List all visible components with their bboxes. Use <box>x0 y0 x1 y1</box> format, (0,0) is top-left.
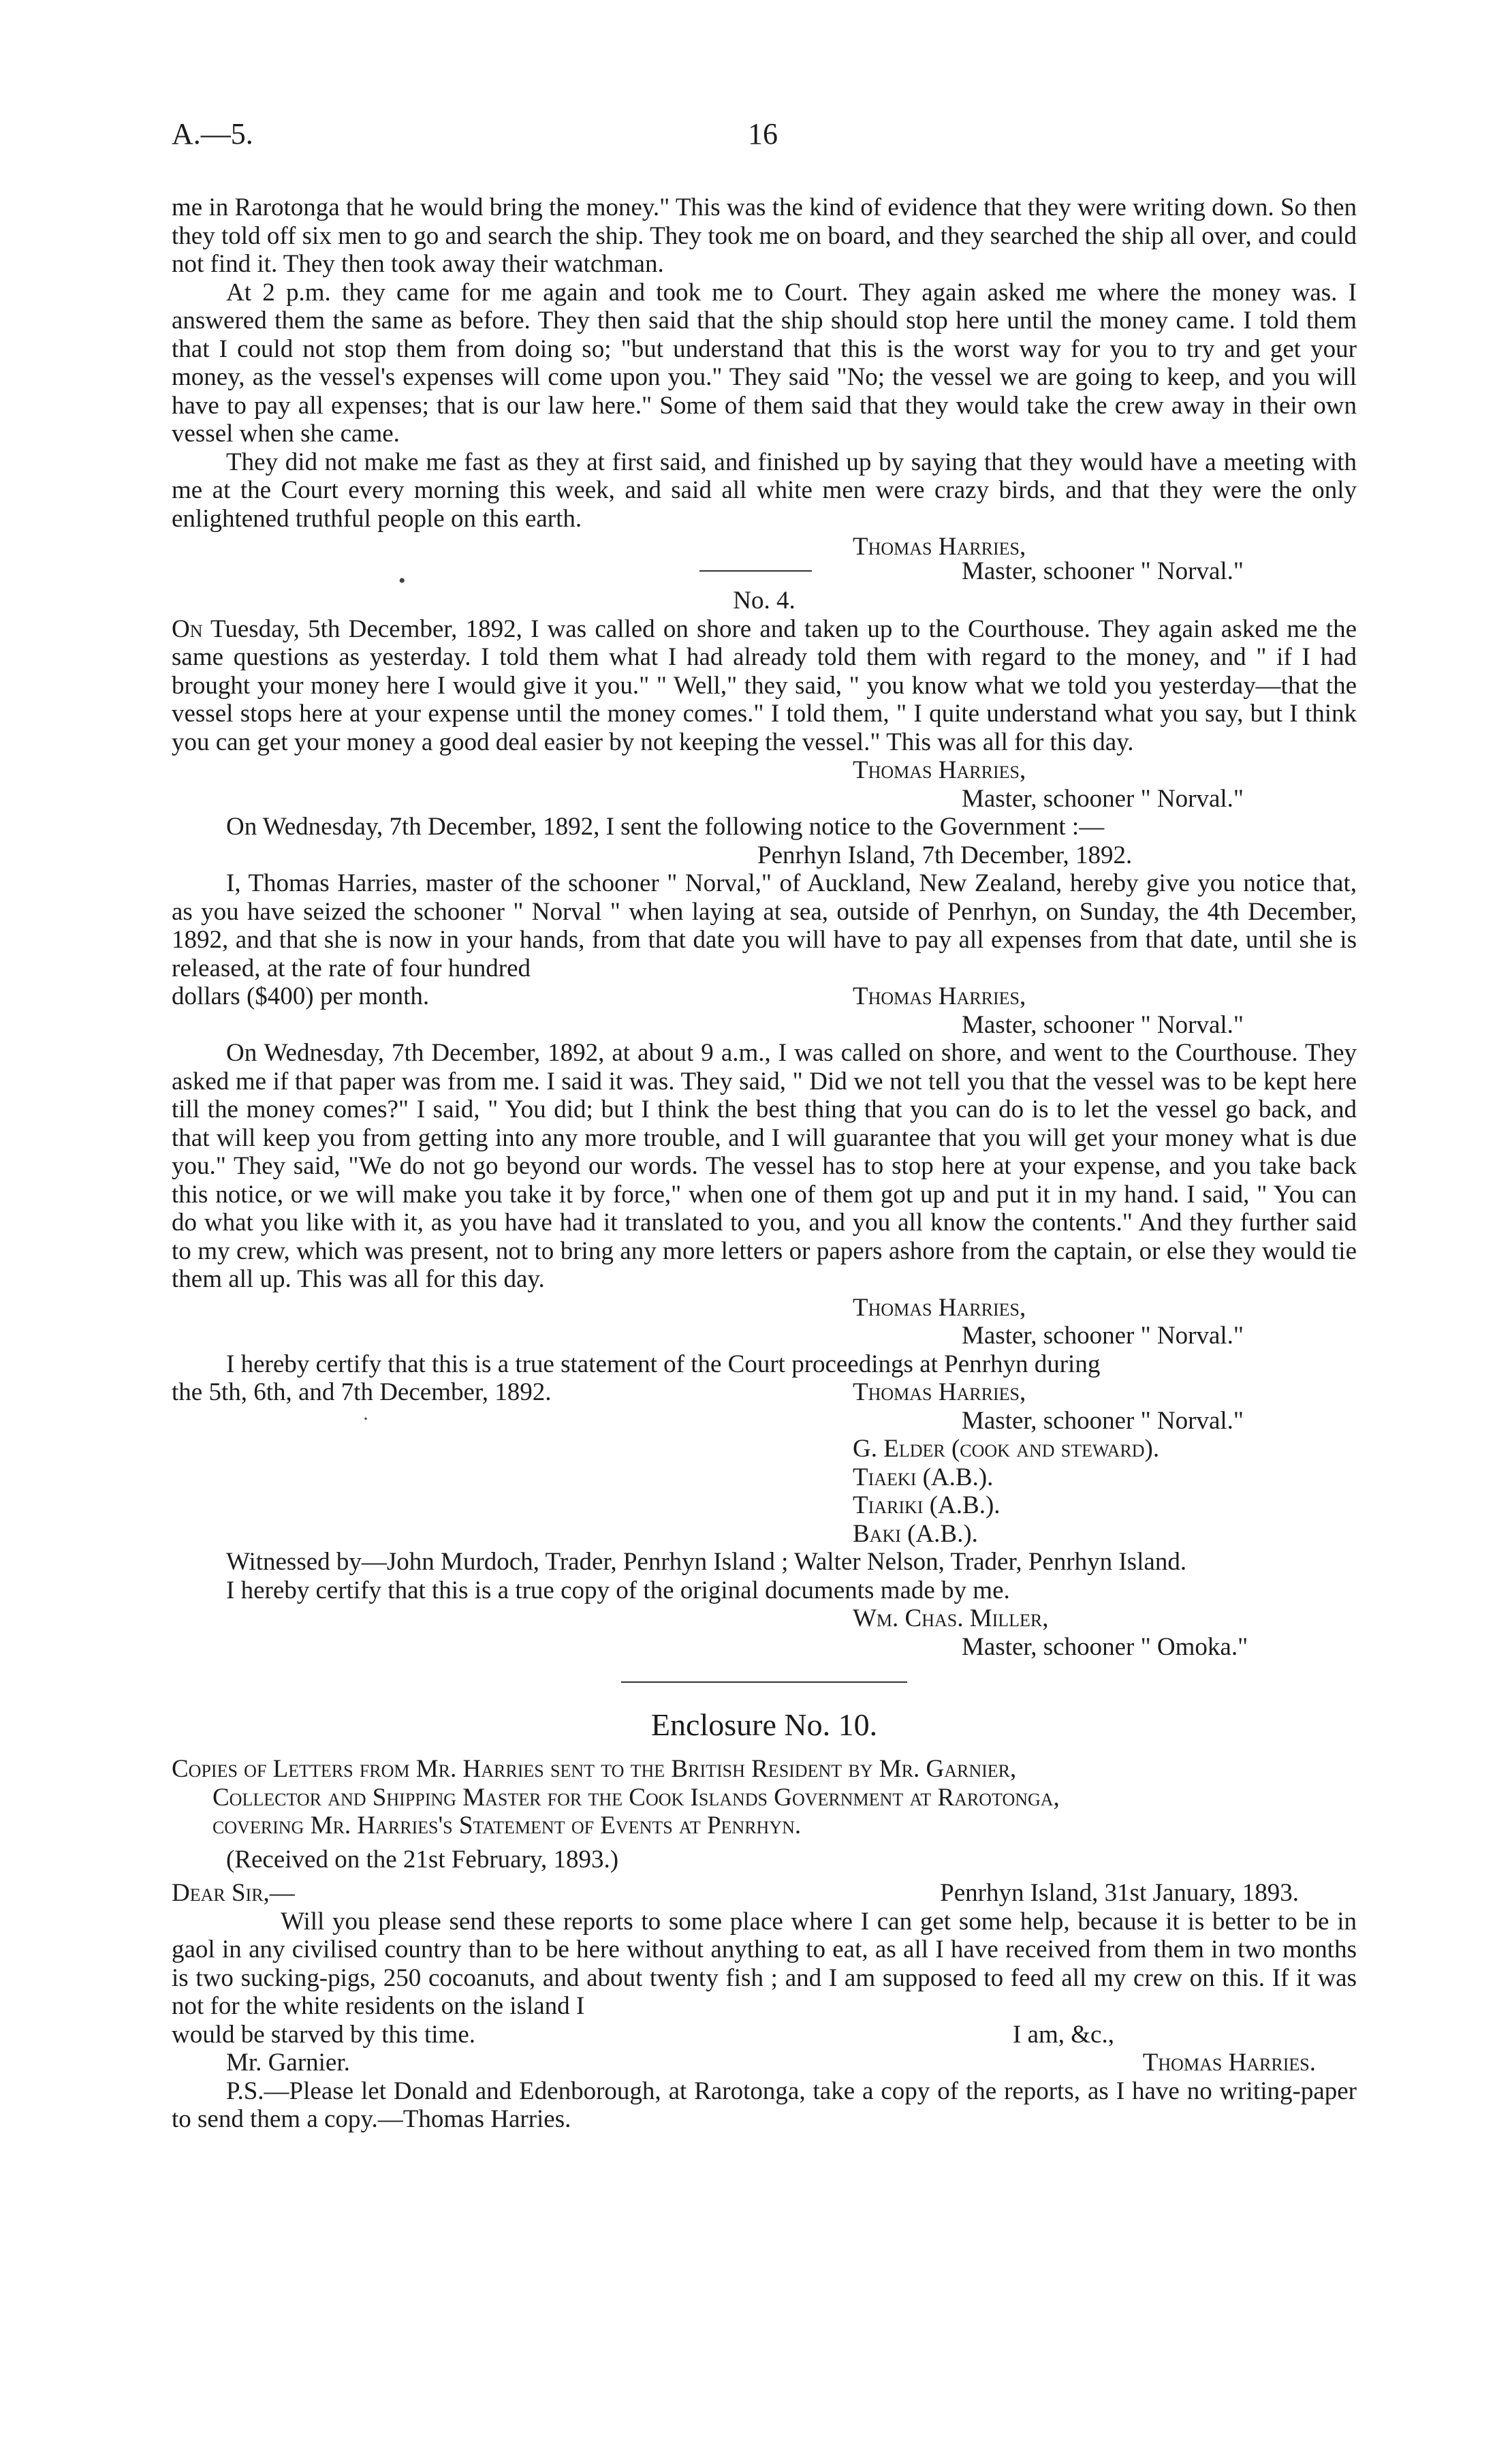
signature-name: Thomas Harries, <box>853 982 1026 1010</box>
signature-name: Wm. Chas. Miller, <box>853 1604 1049 1632</box>
notice-closing <box>172 982 1357 1011</box>
document-reference: A.—5. <box>172 117 253 151</box>
page-number: 16 <box>748 117 778 151</box>
letter-closing: I am, &c., <box>1013 2020 1114 2049</box>
addressee: Mr. Garnier. <box>226 2049 350 2077</box>
signature-name: Thomas Harries, <box>853 756 1026 784</box>
paragraph: On Wednesday, 7th December, 1892, I sent the following notice to the Government :— <box>226 813 1105 841</box>
certification: I hereby certify that this is a true statement of the Court proceedings at Penrhyn during <box>226 1350 1101 1378</box>
salutation: Dear Sir,— <box>172 1879 295 1907</box>
letter-closing-row <box>172 2021 1357 2049</box>
paragraph: me in Rarotonga that he would bring the money." This was the kind of evidence that they were writing down. So then they told off six men to go and search the ship. They took me on board, and they searched the ship all over, and could not find it. They then took away their watchman. <box>172 193 1357 278</box>
postscript: P.S.—Please let Donald and Edenborough, at Rarotonga, take a copy of the reports, as I have no writing-paper to send them a copy.—Thomas Harries. <box>172 2077 1357 2133</box>
letter-header <box>172 1879 1357 1908</box>
enclosure-caption: Copies of Letters from Mr. Harries sent to the British Resident by Mr. Garnier, <box>172 1755 1017 1783</box>
section-heading: No. 4. <box>733 587 796 615</box>
signature-title: Master, schooner " Omoka." <box>962 1632 1248 1661</box>
divider <box>699 570 812 572</box>
section-divider <box>621 1681 907 1683</box>
signature-title: Master, schooner " Norval." <box>962 1322 1244 1350</box>
signature-name: Thomas Harries, <box>853 533 1026 561</box>
enclosure-caption: Collector and Shipping Master for the Cook Islands Government at Rarotonga, <box>212 1783 1060 1812</box>
copy-certification: I hereby certify that this is a true copy of the original documents made by me. <box>226 1576 1010 1604</box>
witness-line: Witnessed by—John Murdoch, Trader, Penrhyn Island ; Walter Nelson, Trader, Penrhyn Island. <box>226 1548 1187 1576</box>
received-note: (Received on the 21st February, 1893.) <box>226 1845 619 1874</box>
crew-signature: Tiaeki (A.B.). <box>853 1463 994 1491</box>
paragraph-body: Tuesday, 5th December, 1892, I was called on shore and taken up to the Courthouse. They again asked me the same questions as yesterday. I told them what I had already told them with regard to the money, and " if I had brought your money here I would give it you." " Well," they said, " you know what we told you yesterday—that the vessel stops here at your expense until the money comes." I told them, " I quite understand what you say, but I think you can get your money a good deal easier by not keeping the vessel." This was all for this day. <box>172 615 1357 756</box>
paragraph: At 2 p.m. they came for me again and took me to Court. They again asked me where the money was. I answered them the same as before. They then said that the ship should stop here until the money came. I told them that I could not stop them from doing so; "but understand that this is the worst way for you to try and get your money, as the vessel's expenses will come upon you." They said "No; the vessel we are going to keep, and you will have to pay all expenses; that is our law here." Some of them said that they would take the crew away in their own vessel when she came. <box>172 278 1357 448</box>
enclosure-title: Enclosure No. 10. <box>650 1707 878 1742</box>
notice-dateline: Penrhyn Island, 7th December, 1892. <box>757 841 1133 869</box>
notice-last-line: dollars ($400) per month. <box>172 982 430 1010</box>
crew-signature: G. Elder (cook and steward). <box>853 1435 1160 1463</box>
lead-word: On <box>172 615 203 643</box>
paragraph <box>172 615 1357 757</box>
main-text <box>172 193 1357 2134</box>
crew-signature: Baki (A.B.). <box>853 1519 978 1548</box>
paragraph: They did not make me fast as they at first said, and finished up by saying that they would have a meeting with me at the Court every morning this week, and said all white men were crazy birds, and that they were the only enlightened truthful people on this earth. <box>172 448 1357 533</box>
letter-body: Will you please send these reports to some place where I can get some help, because it is better to be in gaol in any civilised country than to be here without anything to eat, as all I have received from them in two months is two sucking-pigs, 250 cocoanuts, and about twenty fish ; and I am supposed to feed all my crew on this. If it was not for the white residents on the island I <box>172 1907 1357 2020</box>
stray-mark: • <box>398 570 406 592</box>
signature-title: Master, schooner " Norval." <box>962 784 1244 813</box>
paragraph: On Wednesday, 7th December, 1892, at about 9 a.m., I was called on shore, and went to the Courthouse. They asked me if that paper was from me. I said it was. They said, " Did we not tell you that the vessel was to be kept here till the money comes?" I said, " You did; but I think the best thing that you can do is to let the vessel go back, and that will keep you from getting into any more trouble, and I will guarantee that you will get your money what is due you." They said, "We do not go beyond our words. The vessel has to stop here at your expense, and you take back this notice, or we will make you take it by force," when one of them got up and put it in my hand. I said, " You can do what you like with it, as you have had it translated to you, and you all know the contents." And they further said to my crew, which was present, not to bring any more letters or papers ashore from the captain, or else they would tie them all up. This was all for this day. <box>172 1039 1357 1293</box>
signature-name: Thomas Harries, <box>853 1293 1026 1322</box>
stray-mark: · <box>362 1408 369 1430</box>
signature-title: Master, schooner " Norval." <box>962 1406 1244 1435</box>
notice-body: I, Thomas Harries, master of the schooner " Norval," of Auckland, New Zealand, hereby give you notice that, as you have seized the schooner " Norval " when laying at sea, outside of Penrhyn, on Sunday, the 4th December, 1892, and that she is now in your hands, from that date you will have to pay all expenses from that date, until she is released, at the rate of four hundred <box>172 869 1357 982</box>
crew-signature: Tiariki (A.B.). <box>853 1491 1001 1519</box>
letter-signature-row <box>172 2049 1357 2077</box>
letter-signature: Thomas Harries. <box>1142 2049 1316 2077</box>
certification-closing <box>172 1378 1357 1407</box>
certification-date: the 5th, 6th, and 7th December, 1892. <box>172 1378 552 1406</box>
signature-title: Master, schooner " Norval." <box>962 1010 1244 1039</box>
letter-body-last: would be starved by this time. <box>172 2020 475 2049</box>
enclosure-caption: covering Mr. Harries's Statement of Events at Penrhyn. <box>212 1812 802 1839</box>
letter-dateline: Penrhyn Island, 31st January, 1893. <box>940 1879 1299 1907</box>
signature-name: Thomas Harries, <box>853 1378 1026 1406</box>
signature-title: Master, schooner " Norval." <box>962 557 1244 585</box>
